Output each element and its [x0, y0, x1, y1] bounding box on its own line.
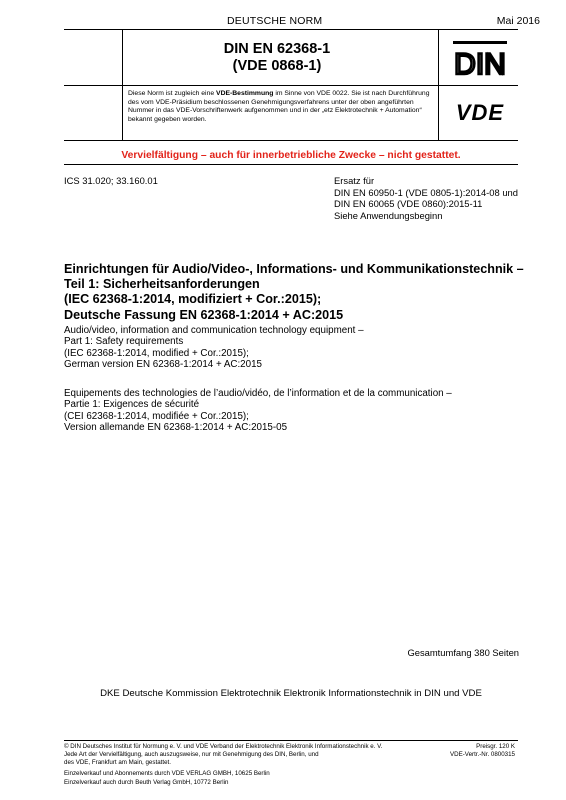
title-english-line: German version EN 62368-1:2014 + AC:2015 [64, 359, 262, 371]
title-english-line: Audio/video, information and communication technology equipment – [64, 325, 364, 336]
replacement-line: DIN EN 60950-1 (VDE 0805-1):2014-08 und [334, 186, 518, 198]
header-right-divider [438, 29, 439, 140]
replacement-info [334, 175, 518, 221]
vde-notice [128, 90, 436, 124]
reproduction-warning: Vervielfältigung – auch für innerbetriebliche Zwecke – nicht gestattet. [121, 150, 461, 161]
vde-logo-text: VDE [455, 101, 505, 123]
footer-rule [64, 740, 518, 741]
title-english [64, 325, 534, 371]
title-german-line: Teil 1: Sicherheitsanforderungen [64, 277, 260, 292]
sales-info [64, 769, 270, 787]
warning-rule [64, 164, 518, 165]
din-logo [447, 40, 513, 80]
vde-notice-bold: VDE-Bestimmung [216, 90, 274, 97]
vde-notice-prefix: Diese Norm ist zugleich eine [128, 90, 217, 97]
price-info [450, 743, 515, 759]
header-top-rule [64, 29, 518, 30]
vde-logo [446, 101, 514, 123]
title-french-line: Equipements des technologies de l’audio/vidéo, de l’information et de la communication – [64, 388, 452, 399]
copyright-notice [64, 743, 404, 766]
title-german [64, 262, 534, 323]
standard-number-block [122, 41, 432, 75]
total-pages: Gesamtumfang 380 Seiten [407, 647, 519, 658]
title-german-line: (IEC 62368-1:2014, modifiziert + Cor.:2015); [64, 292, 322, 307]
standard-type: DEUTSCHE NORM [227, 15, 323, 27]
din-logo-text: DIN [454, 48, 506, 80]
title-english-line: Part 1: Safety requirements [64, 336, 184, 348]
sales-line: Einzelverkauf und Abonnements durch VDE VERLAG GMBH, 10625 Berlin [64, 770, 270, 777]
vde-order-number: VDE-Vertr.-Nr. 0800315 [450, 750, 515, 758]
replacement-line: Siehe Anwendungsbeginn [334, 209, 443, 221]
header-middle-rule [64, 85, 518, 86]
copyright-line: Jede Art der Vervielfältigung, auch auszugsweise, nur mit Genehmigung des DIN, Berlin, und [64, 750, 319, 758]
title-french [64, 388, 534, 434]
dke-committee: DKE Deutsche Kommission Elektrotechnik Elektronik Informationstechnik in DIN und VDE [100, 688, 482, 699]
ics-codes: ICS 31.020; 33.160.01 [64, 175, 158, 186]
price-group: Preisgr. 120 K [476, 743, 515, 750]
standard-number: DIN EN 62368-1 [223, 41, 331, 57]
sales-line: Einzelverkauf auch durch Beuth Verlag GmbH, 10772 Berlin [64, 779, 229, 786]
vde-notice-rest: im Sinne von VDE 0022. Sie ist nach Durchführung des vom VDE-Präsidium beschlossenen Genehmigungsverfahrens unter der oben angeführten Nummer in das VDE-Vorschriftenwerk aufgenommen und in der „etz Elektrotechnik + Automation“ bekannt gegeben worden. [128, 90, 430, 123]
publication-date: Mai 2016 [496, 15, 540, 27]
copyright-line: des VDE, Frankfurt am Main, gestattet. [64, 758, 171, 766]
title-german-line: Deutsche Fassung EN 62368-1:2014 + AC:2015 [64, 307, 344, 322]
replacement-line: DIN EN 60065 (VDE 0860):2015-11 [334, 198, 483, 209]
title-french-line: Version allemande EN 62368-1:2014 + AC:2015-05 [64, 422, 288, 434]
copyright-line: © DIN Deutsches Institut für Normung e. V. und VDE Verband der Elektrotechnik Elektronik Informationstechnik e. V. [64, 743, 383, 750]
title-english-line: (IEC 62368-1:2014, modified + Cor.:2015); [64, 347, 249, 359]
title-german-line: Einrichtungen für Audio/Video-, Informations- und Kommunikationstechnik – [64, 262, 524, 276]
title-french-line: (CEI 62368-1:2014, modifiée + Cor.:2015); [64, 410, 249, 422]
replacement-line: Ersatz für [334, 175, 375, 186]
title-french-line: Partie 1: Exigences de sécurité [64, 399, 200, 411]
vde-number: (VDE 0868-1) [232, 58, 322, 74]
header-bottom-rule [64, 140, 518, 141]
